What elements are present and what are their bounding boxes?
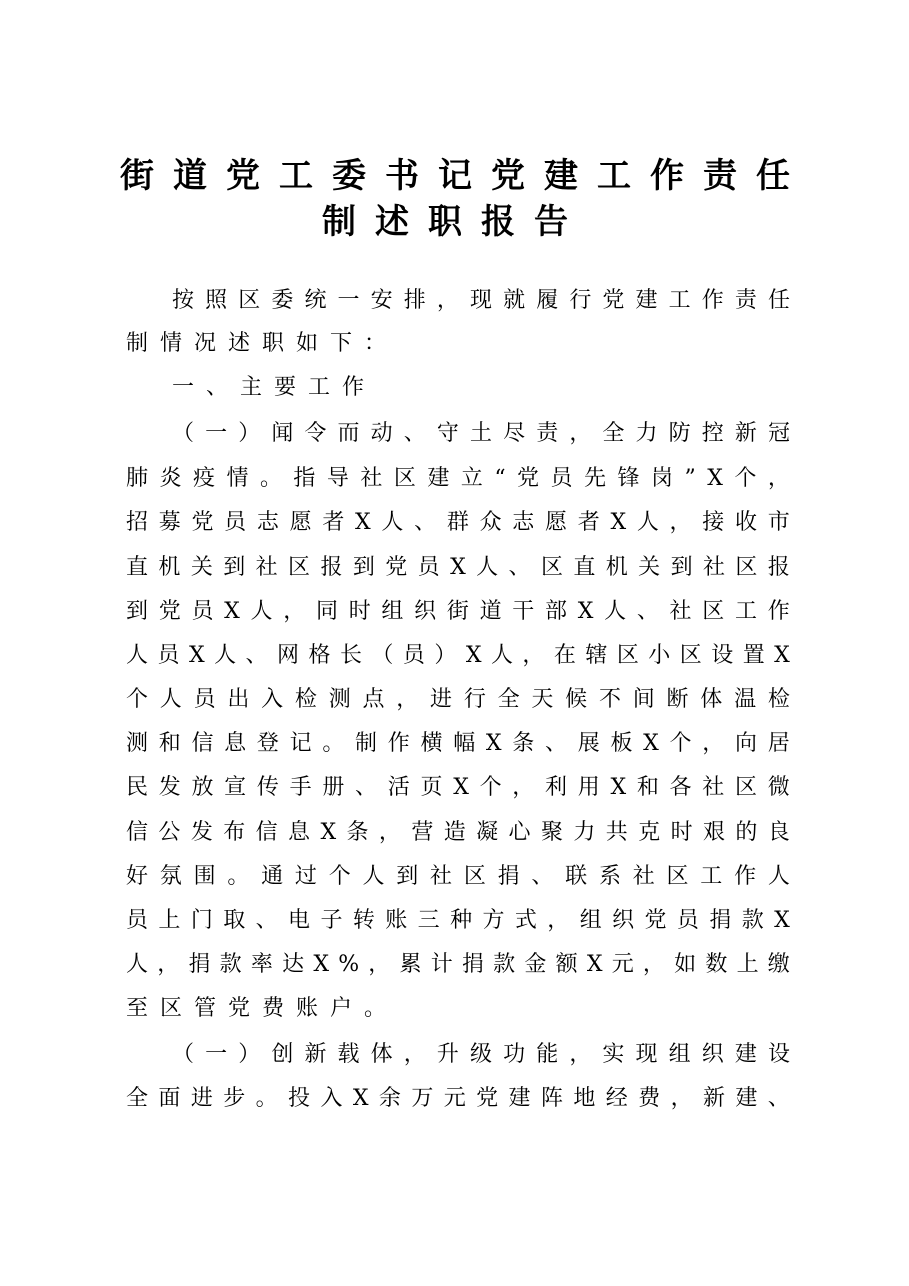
body-line: （ 一 ） 闻 令 而 动 、 守 土 尽 责 ， 全 力 防 控 新 冠 bbox=[172, 421, 790, 446]
body-line: 民 发 放 宣 传 手 册 、 活 页 X 个 ， 利 用 X 和 各 社 区 微 bbox=[126, 775, 790, 800]
body-line: 一、主要工作 bbox=[172, 375, 377, 400]
body-line: 肺 炎 疫 情 。 指 导 社 区 建 立 “ 党 员 先 锋 岗 ” X 个 ， bbox=[126, 466, 790, 491]
body-line: 员 上 门 取 、 电 子 转 账 三 种 方 式 ， 组 织 党 员 捐 款 X bbox=[126, 908, 790, 933]
body-line: 至区管党费账户。 bbox=[126, 996, 399, 1021]
body-line: 信 公 发 布 信 息 X 条 ， 营 造 凝 心 聚 力 共 克 时 艰 的 良 bbox=[126, 820, 790, 845]
body-line: 制情况述职如下： bbox=[126, 331, 399, 356]
body-line: 全 面 进 步 。 投 入 X 余 万 元 党 建 阵 地 经 费 ， 新 建 、 bbox=[126, 1086, 790, 1111]
body-line: 到 党 员 X 人 ， 同 时 组 织 街 道 干 部 X 人 、 社 区 工 作 bbox=[126, 599, 790, 624]
body-line: 招 募 党 员 志 愿 者 X 人 、 群 众 志 愿 者 X 人 ， 接 收 市 bbox=[126, 510, 790, 535]
document-title-line-2: 制述职报告 bbox=[322, 202, 587, 242]
body-line: 直 机 关 到 社 区 报 到 党 员 X 人 、 区 直 机 关 到 社 区 报 bbox=[126, 555, 790, 580]
body-line: 按 照 区 委 统 一 安 排 ， 现 就 履 行 党 建 工 作 责 任 bbox=[172, 288, 790, 313]
body-line: 测 和 信 息 登 记 。 制 作 横 幅 X 条 、 展 板 X 个 ， 向 居 bbox=[126, 731, 790, 756]
document-title-line-1: 街道党工委书记党建工作责任 bbox=[120, 156, 809, 196]
body-line: 人 ， 捐 款 率 达 X % ， 累 计 捐 款 金 额 X 元 ， 如 数 上 缴 bbox=[126, 952, 790, 977]
body-line: 好 氛 围 。 通 过 个 人 到 社 区 捐 、 联 系 社 区 工 作 人 bbox=[126, 864, 790, 889]
body-line: 个 人 员 出 入 检 测 点 ， 进 行 全 天 候 不 间 断 体 温 检 bbox=[126, 687, 790, 712]
body-line: 人 员 X 人 、 网 格 长 （ 员 ） X 人 ， 在 辖 区 小 区 设 置 X bbox=[126, 643, 790, 668]
body-line: （ 一 ） 创 新 载 体 ， 升 级 功 能 ， 实 现 组 织 建 设 bbox=[172, 1042, 790, 1067]
